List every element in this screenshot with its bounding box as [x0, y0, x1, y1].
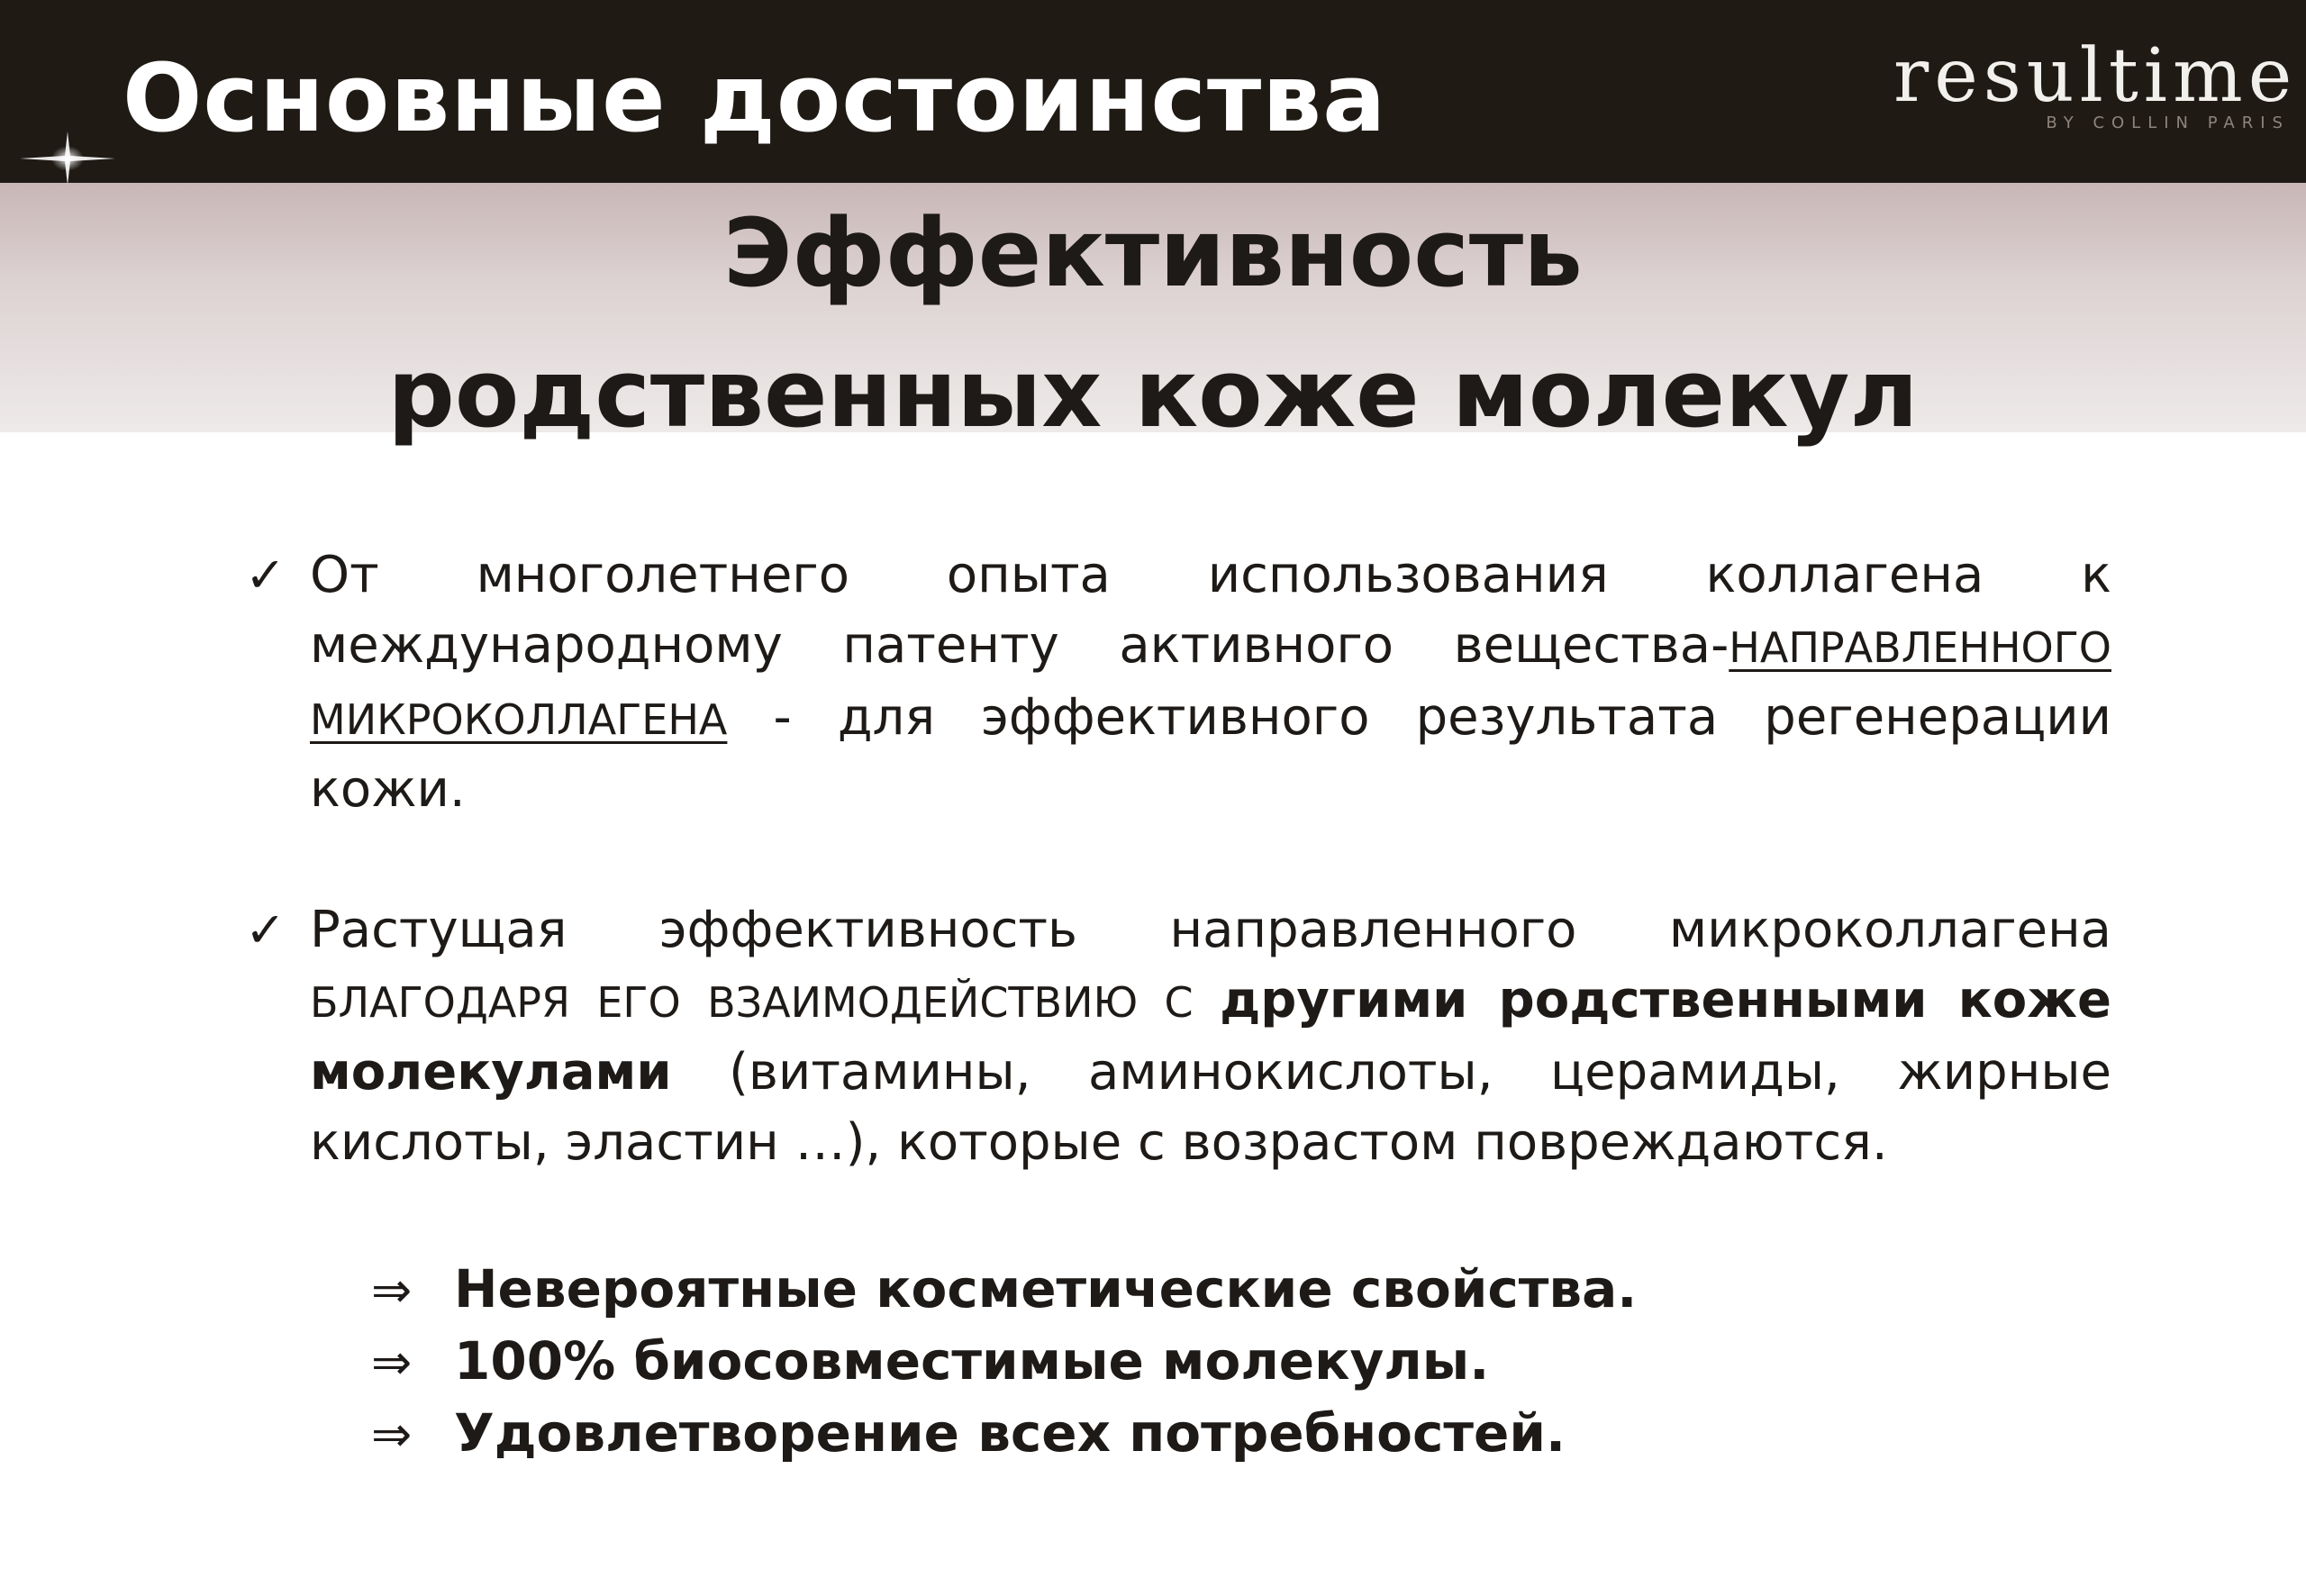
conclusion-text: Невероятные косметические свойства. — [454, 1258, 1638, 1319]
conclusion-item — [371, 1326, 1637, 1398]
bullet-item — [238, 540, 2111, 825]
bullet-item — [238, 895, 2111, 1178]
bullet-list — [238, 540, 2111, 1178]
implies-arrow-icon: ⇒ — [371, 1334, 413, 1391]
sparkle-icon — [18, 126, 117, 191]
bullet-text-underlined: НАПРАВЛЕННОГО МИКРОКОЛЛАГЕНА — [310, 623, 2111, 744]
check-icon: ✓ — [245, 547, 286, 603]
check-icon: ✓ — [245, 902, 286, 958]
brand-tagline: BY COLLIN PARIS — [2046, 113, 2290, 132]
bullet-text-caps: БЛАГОДАРЯ ЕГО ВЗАИМОДЕЙСТВИЮ С — [310, 978, 1221, 1027]
section-heading — [0, 183, 2306, 464]
bullet-text: (витамины, аминокислоты, церамиды, жирные кислоты, эластин …), которые с возрастом повреждаются. — [310, 1043, 2111, 1172]
bullet-text: Растущая эффективность направленного микроколлагена — [310, 901, 2111, 959]
implies-arrow-icon: ⇒ — [371, 1262, 413, 1319]
implies-arrow-icon: ⇒ — [371, 1406, 413, 1463]
conclusion-text: Удовлетворение всех потребностей. — [454, 1402, 1566, 1464]
conclusion-item — [371, 1398, 1637, 1470]
conclusion-item — [371, 1254, 1637, 1326]
conclusion-list — [371, 1254, 1637, 1470]
page-title: Основные достоинства — [123, 43, 1387, 153]
section-heading-line-2: родственных коже молекул — [387, 339, 1919, 449]
bullet-text: - для эффективного результата регенерации кожи. — [310, 688, 2111, 819]
bullet-text: От многолетнего опыта использования коллагена к международному патенту активного вещества- — [310, 546, 2111, 675]
brand-logo — [1893, 33, 2298, 132]
bullet-text-bold: другими родственными коже молекулами — [310, 971, 2111, 1102]
brand-name: resultime — [1893, 33, 2298, 119]
section-heading-line-1: Эффективность — [723, 198, 1583, 308]
conclusion-text: 100% биосовместимые молекулы. — [454, 1330, 1490, 1392]
